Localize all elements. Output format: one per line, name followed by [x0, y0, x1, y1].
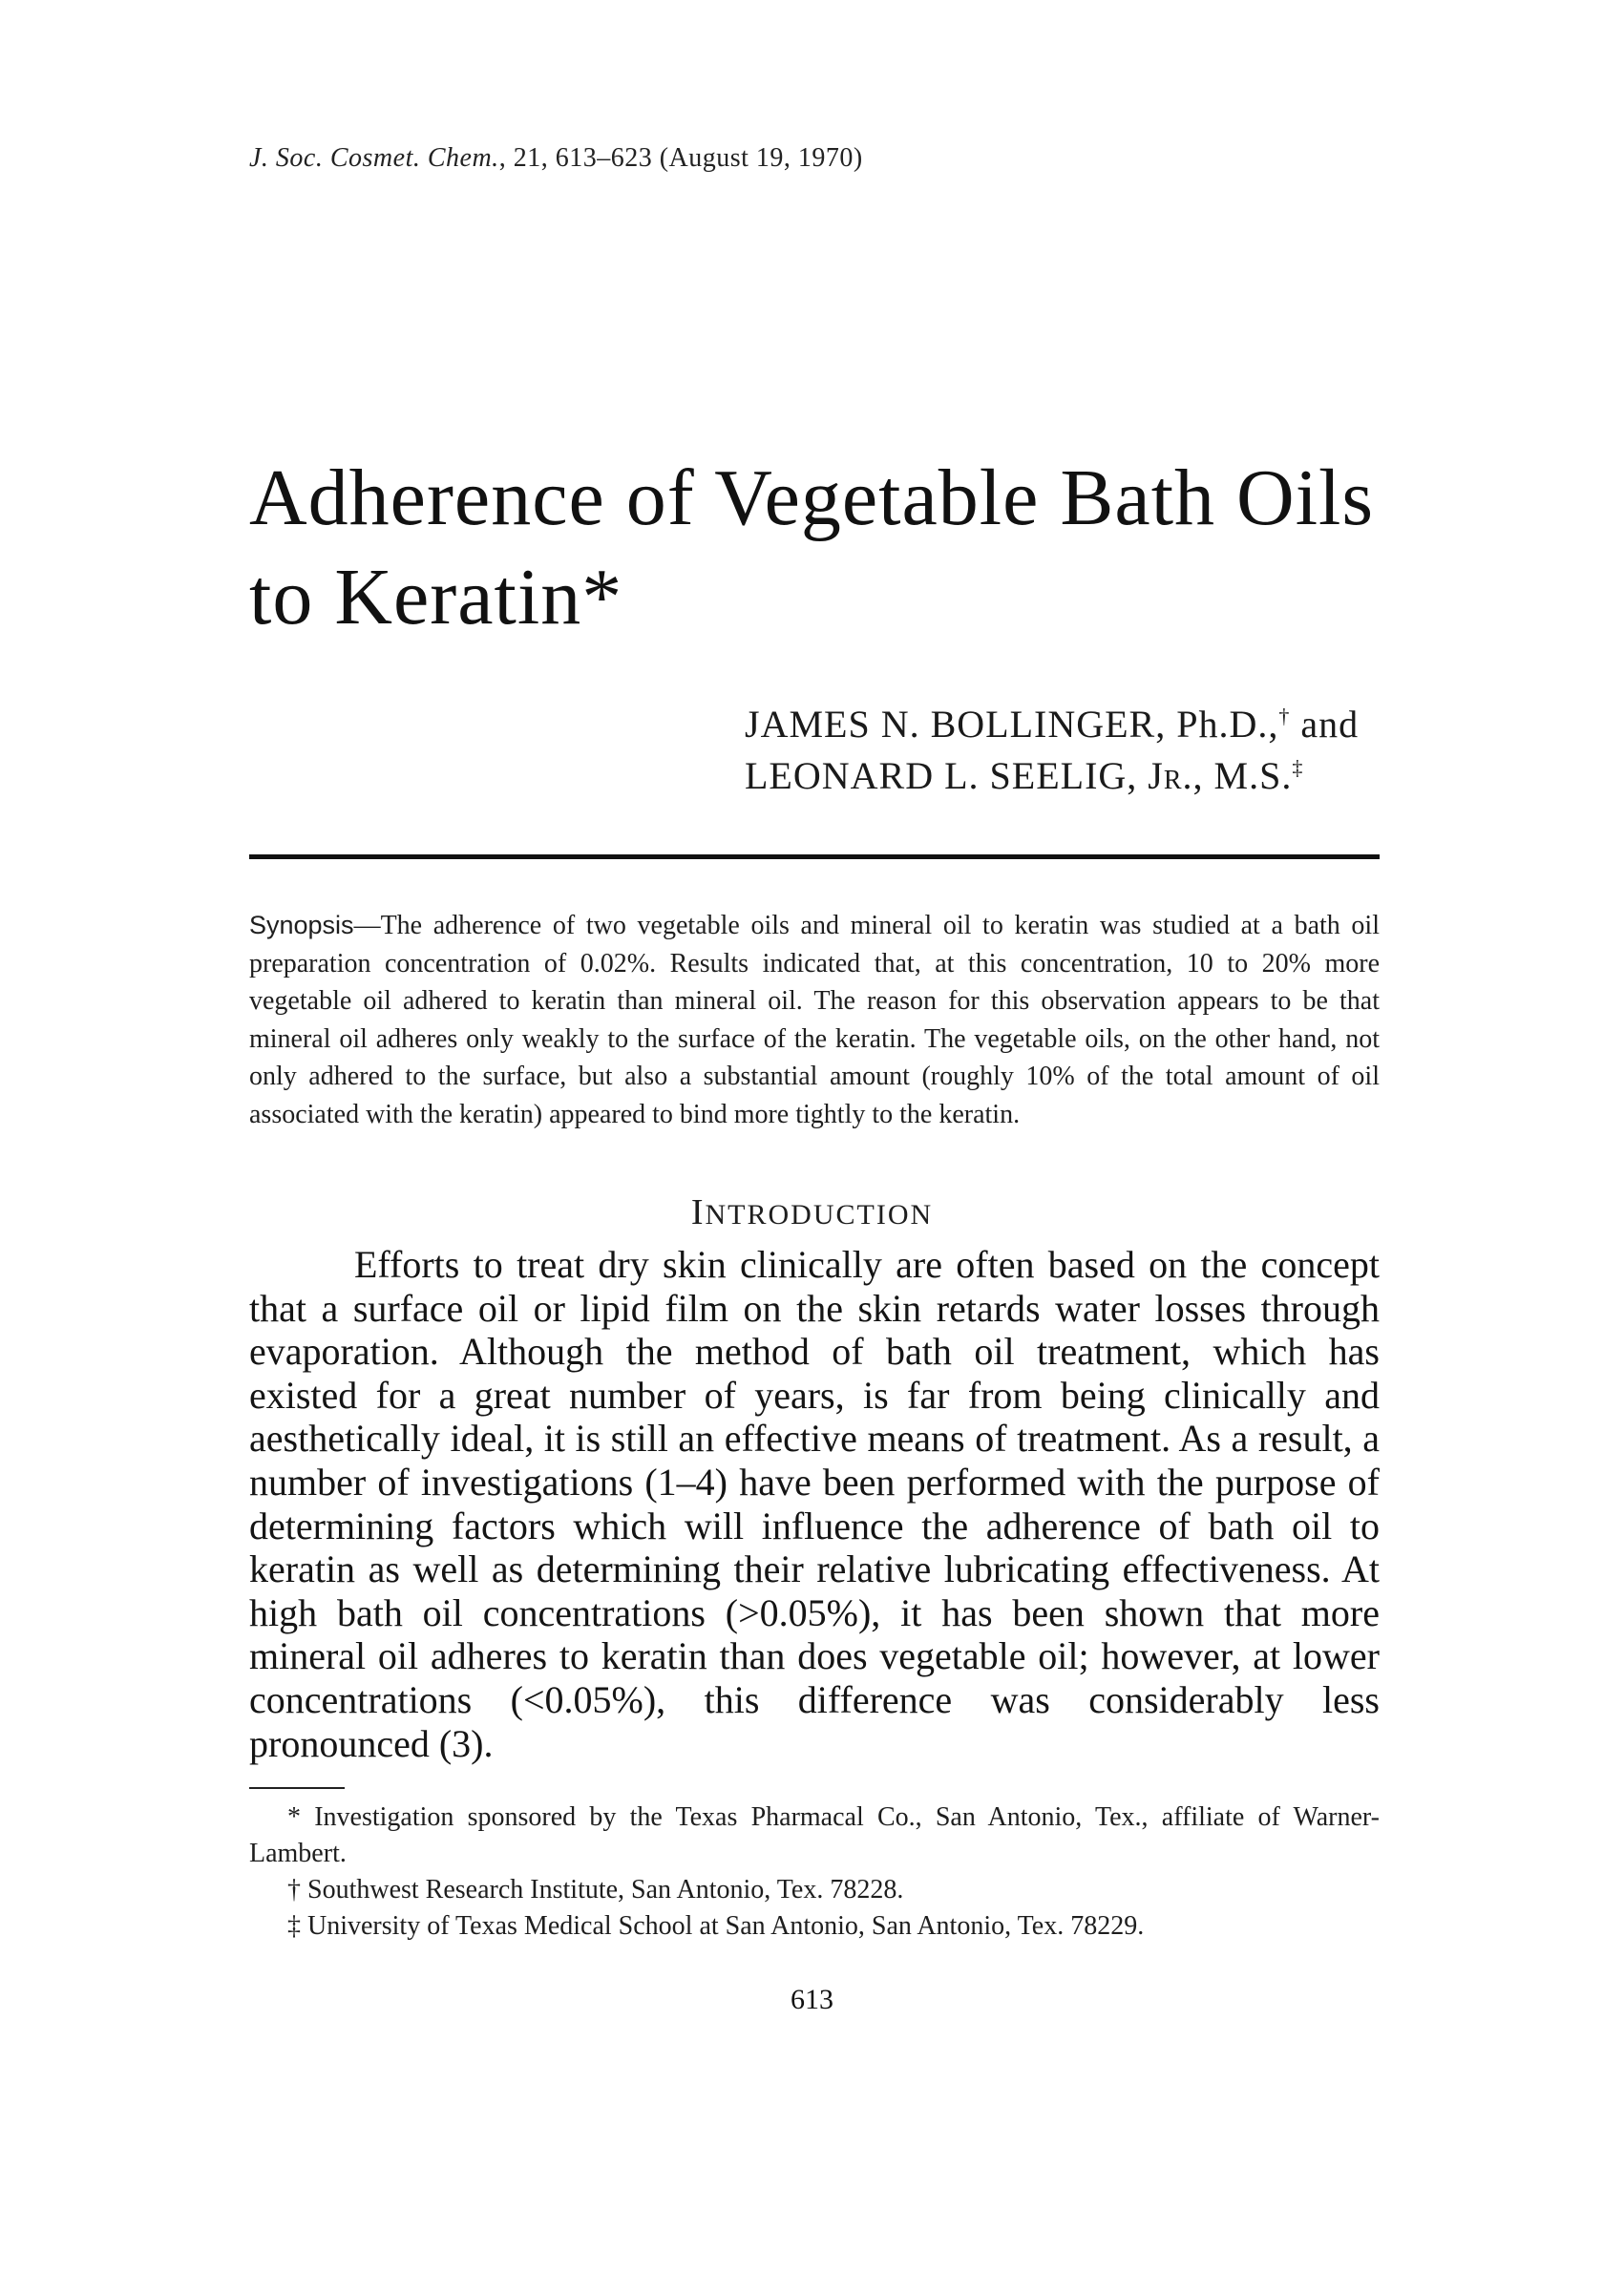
- synopsis-label: Synopsis: [249, 911, 354, 939]
- footnote-divider: [249, 1787, 345, 1789]
- title-line-1: Adherence of Vegetable Bath Oils: [249, 453, 1375, 542]
- page-number: 613: [791, 1984, 833, 2015]
- author-2-degree: ., M.S.: [1182, 754, 1293, 797]
- title-divider: [249, 854, 1380, 859]
- journal-citation: [249, 143, 863, 174]
- author-2-mark: ‡: [1292, 755, 1304, 780]
- article-title: [249, 449, 1395, 647]
- introduction-heading: [0, 1191, 1624, 1233]
- author-1-name: JAMES N. BOLLINGER, Ph.D.,: [745, 703, 1279, 746]
- footnote-2: † Southwest Research Institute, San Antonio, Tex. 78228.: [287, 1875, 904, 1905]
- author-block: [745, 699, 1394, 807]
- author-1: [745, 699, 1394, 750]
- footnote-3: ‡ University of Texas Medical School at San Antonio, San Antonio, Tex. 78229.: [287, 1911, 1145, 1941]
- introduction-paragraph: Efforts to treat dry skin clinically are often based on the concept that a surface oil or lipid film on the skin retards water losses through evaporation. Although the method of bath oil treatment, which has existed for a great number of years, is far from being clinically and aesthetically ideal, it is still an effective means of treatment. As a result, a number of investigations (1–4) have been performed with the purpose of determining factors which will influence the adherence of bath oil to keratin as well as determining their relative lubricating effectiveness. At high bath oil concentrations (>0.05%), it has been shown that more mineral oil adheres to keratin than does vegetable oil; however, at lower concentrations (<0.05%), this difference was considerably less pronounced (3).: [249, 1243, 1380, 1765]
- synopsis: [249, 907, 1380, 1133]
- author-2-name: LEONARD L. SEELIG, J: [745, 754, 1164, 797]
- footnotes: [249, 1799, 1380, 1945]
- synopsis-text: —The adherence of two vegetable oils and mineral oil to keratin was studied at a bath oil preparation concentration of 0.02%. Results indicated that, at this concentration, 10 to 20% more vegetable oil adhered to keratin than mineral oil. The reason for this observation appears to be that mineral oil adheres only weakly to the surface of the keratin. The vegetable oils, on the other hand, not only adhered to the surface, but also a substantial amount (roughly 10% of the total amount of oil associated with the keratin) appeared to bind more tightly to the keratin.: [249, 911, 1380, 1129]
- journal-name: J. Soc. Cosmet. Chem.: [249, 143, 499, 173]
- heading-rest: NTRODUCTION: [705, 1199, 934, 1231]
- author-2: [745, 750, 1394, 807]
- heading-initial: I: [690, 1192, 706, 1232]
- author-2-suffix: R: [1163, 766, 1183, 795]
- citation-details: , 21, 613–623 (August 19, 1970): [498, 143, 863, 173]
- author-1-mark: †: [1278, 704, 1291, 728]
- footnote-1: * Investigation sponsored by the Texas Pharmacal Co., San Antonio, Tex., affiliate of Warner-Lambert.: [249, 1802, 1380, 1868]
- author-1-tail: and: [1290, 703, 1360, 746]
- title-line-2: to Keratin*: [249, 553, 623, 642]
